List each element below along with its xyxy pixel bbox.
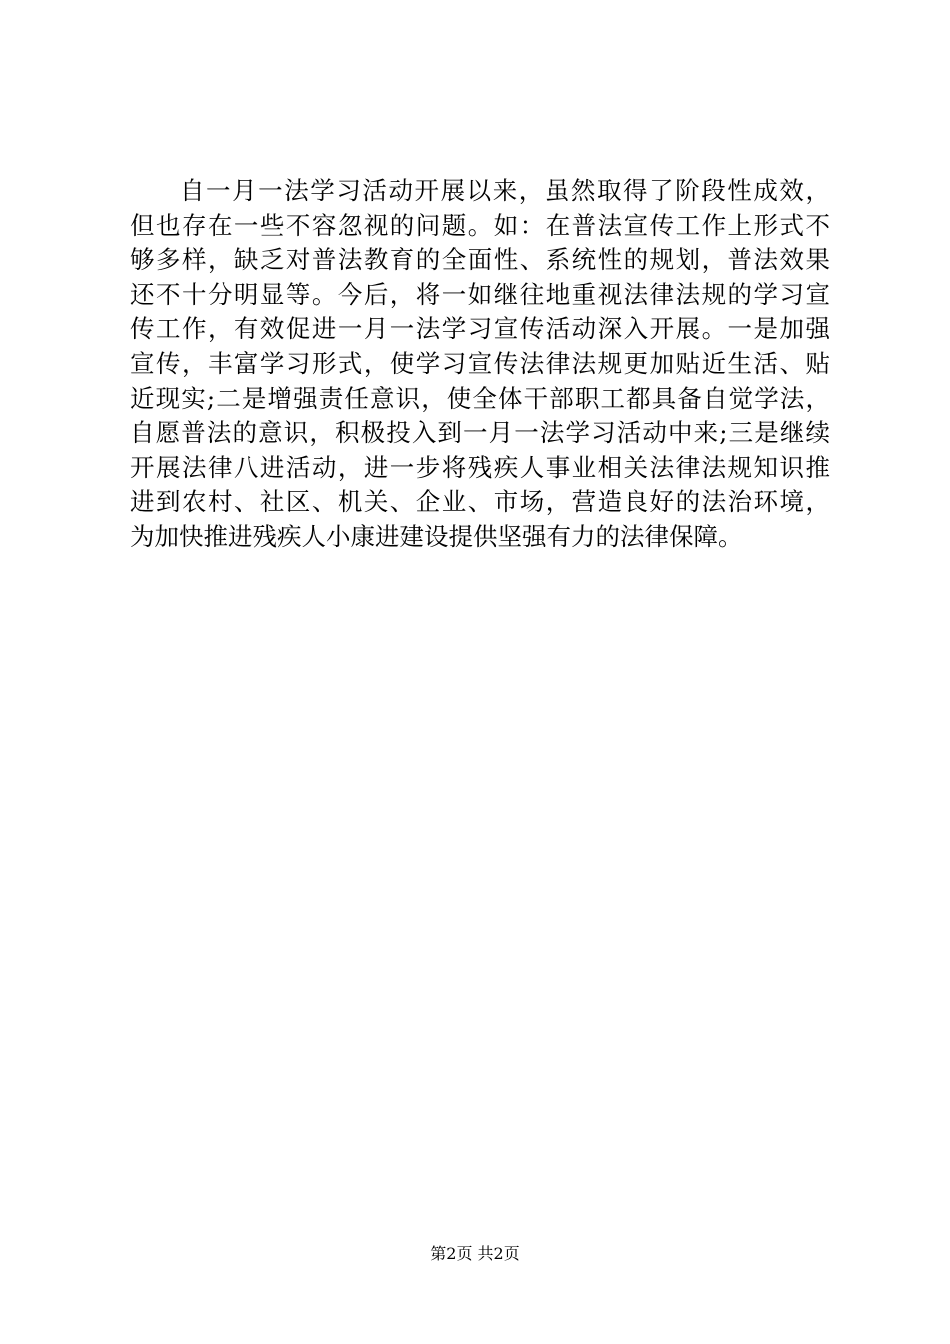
paragraph-line: 但也存在一些不容忽视的问题。如：在普法宣传工作上形式不 xyxy=(130,210,830,240)
body-paragraph xyxy=(130,174,830,555)
paragraph-line: 自愿普法的意识，积极投入到一月一法学习活动中来;三是继续 xyxy=(130,418,830,448)
paragraph-line: 宣传，丰富学习形式，使学习宣传法律法规更加贴近生活、贴 xyxy=(130,348,830,378)
paragraph-line: 够多样，缺乏对普法教育的全面性、系统性的规划，普法效果 xyxy=(130,245,830,275)
page-number-label: 第2页 共2页 xyxy=(430,1244,520,1263)
paragraph-line: 自一月一法学习活动开展以来，虽然取得了阶段性成效， xyxy=(180,176,830,205)
page-footer xyxy=(0,1243,950,1265)
paragraph-line: 近现实;二是增强责任意识，使全体干部职工都具备自觉学法， xyxy=(130,383,830,413)
paragraph-line: 进到农村、社区、机关、企业、市场，营造良好的法治环境， xyxy=(130,487,830,517)
paragraph-line: 还不十分明显等。今后，将一如继往地重视法律法规的学习宣 xyxy=(130,279,830,309)
paragraph-line: 为加快推进残疾人小康进建设提供坚强有力的法律保障。 xyxy=(130,521,743,551)
paragraph-line: 传工作，有效促进一月一法学习宣传活动深入开展。一是加强 xyxy=(130,314,830,344)
paragraph-line: 开展法律八进活动，进一步将残疾人事业相关法律法规知识推 xyxy=(130,452,830,482)
